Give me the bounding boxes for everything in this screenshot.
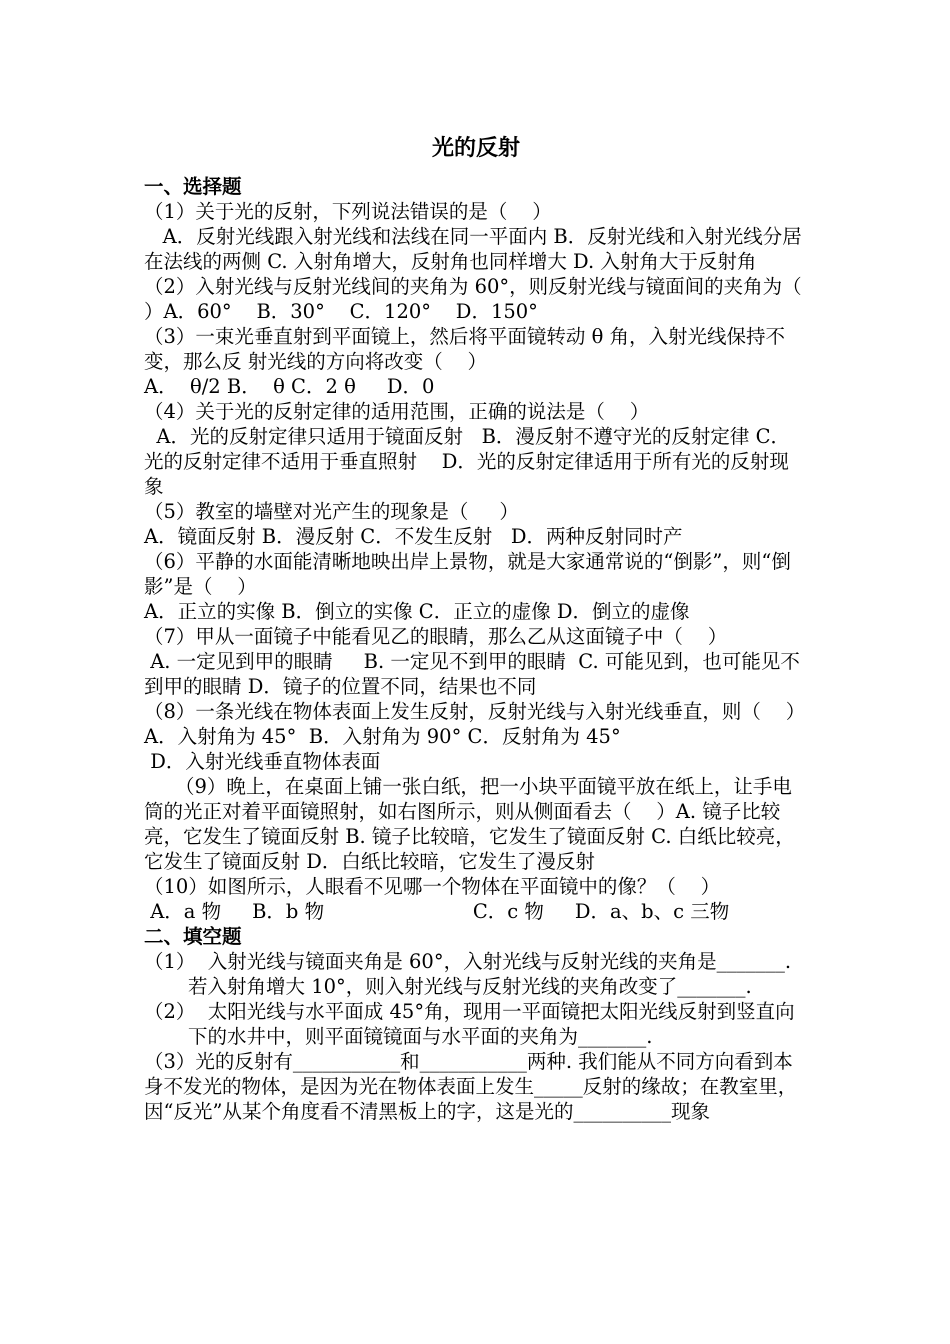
fill-question-2: （2） 太阳光线与水平面成 45°角，现用一平面镜把太阳光线反射到竖直向下的水井中，则平面镜镜面与水平面的夹角为_______.: [144, 1000, 795, 1048]
question-1: （1）关于光的反射，下列说法错误的是（ ）: [144, 200, 552, 223]
question-2: （2）入射光线与反射光线间的夹角为 60°，则反射光线与镜面间的夹角为（ ）A．60° B．30° C．120° D．150°: [144, 275, 827, 323]
question-5-options: A．镜面反射 B．漫反射 C．不发生反射 D．两种反射同时产: [144, 525, 683, 548]
question-10-options: A．a 物 B．b 物 C．c 物 D．a、b、c 三物: [144, 900, 730, 923]
question-9: （9）晚上，在桌面上铺一张白纸，把一小块平面镜平放在纸上，让手电筒的光正对着平面镜照射，如右图所示，则从侧面看去（ ）A. 镜子比较亮，它发生了镜面反射 B. 镜子比较暗，它发生了镜面反射 C. 白纸比较亮，它发生了镜面反射 D．白纸比较暗，它发生了漫反射: [144, 775, 795, 873]
section-heading-choice: 一、选择题: [144, 175, 242, 198]
question-3-options: A． θ/2 B． θ C．2 θ D．0: [144, 375, 435, 398]
question-8: （8）一条光线在物体表面上发生反射，反射光线与入射光线垂直，则（ ）A．入射角为 45° B．入射角为 90° C．反射角为 45°: [144, 700, 806, 748]
page-title: 光的反射: [431, 136, 520, 161]
document-page: [144, 134, 827, 1124]
question-4-options: A．光的反射定律只适用于镜面反射 B．漫反射不遵守光的反射定律 C．光的反射定律不适用于垂直照射 D．光的反射定律适用于所有光的反射现象: [144, 425, 791, 498]
question-7: （7）甲从一面镜子中能看见乙的眼睛，那么乙从这面镜子中（ ）: [144, 625, 728, 648]
section-heading-fill: 二、填空题: [144, 925, 242, 948]
question-6-options: A．正立的实像 B．倒立的实像 C．正立的虚像 D．倒立的虚像: [144, 600, 690, 623]
question-1-options: A．反射光线跟入射光线和法线在同一平面内 B．反射光线和入射光线分居在法线的两侧 C. 入射角增大，反射角也同样增大 D. 入射角大于反射角: [144, 225, 802, 273]
question-3: （3）一束光垂直射到平面镜上，然后将平面镜转动 θ 角，入射光线保持不变，那么反 射光线的方向将改变（ ）: [144, 325, 786, 373]
question-6: （6）平静的水面能清晰地映出岸上景物，就是大家通常说的“倒影”，则“倒影”是（ ）: [144, 550, 791, 598]
question-5: （5）教室的墙壁对光产生的现象是（ ）: [144, 500, 519, 523]
fill-question-3: （3）光的反射有___________和___________两种. 我们能从不同方向看到本身不发光的物体，是因为光在物体表面上发生_____反射的缘故；在教室里，因“反光”从某个角度看不清黑板上的字，这是光的__________现象: [144, 1050, 798, 1123]
question-4: （4）关于光的反射定律的适用范围，正确的说法是（ ）: [144, 400, 650, 423]
question-10: （10）如图所示，人眼看不见哪一个物体在平面镜中的像？（ ）: [144, 875, 721, 898]
question-7-options: A. 一定见到甲的眼睛 B. 一定见不到甲的眼睛 C. 可能见到，也可能见不到甲的眼睛 D．镜子的位置不同，结果也不同: [144, 650, 800, 698]
question-8-option-d: D．入射光线垂直物体表面: [144, 750, 381, 773]
fill-question-1: （1） 入射光线与镜面夹角是 60°，入射光线与反射光线的夹角是_______. 若入射角增大 10°，则入射光线与反射光线的夹角改变了_______.: [144, 950, 798, 998]
